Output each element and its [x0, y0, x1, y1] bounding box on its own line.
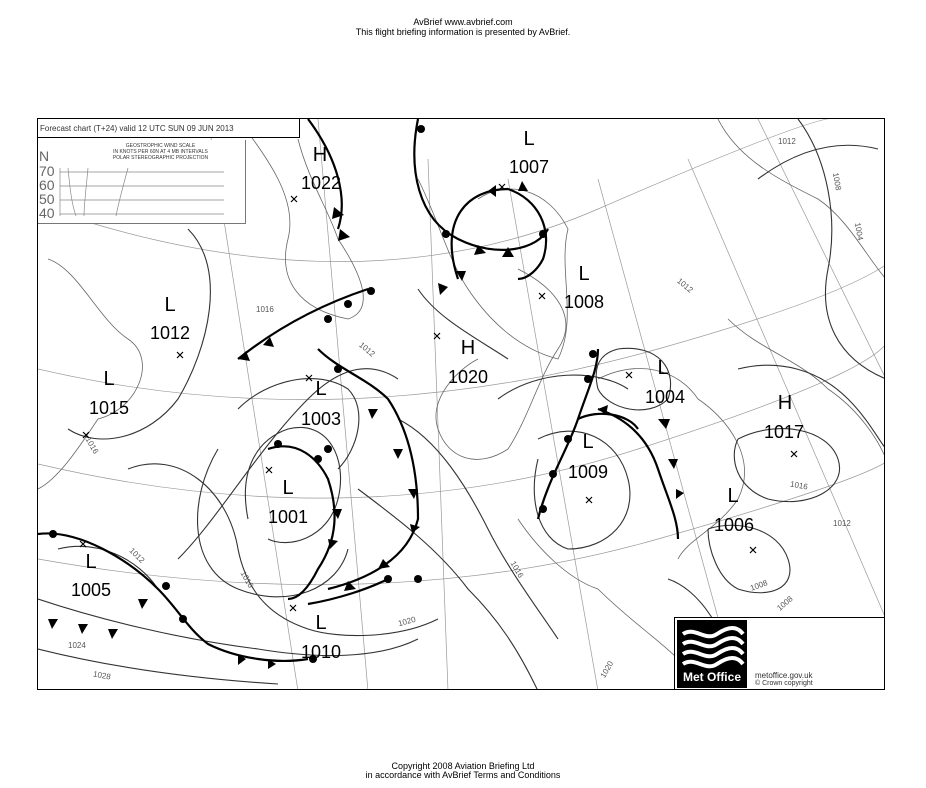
header-line-1: AvBrief www.avbrief.com: [413, 17, 513, 27]
pressure-type-10: L: [582, 431, 594, 453]
isobar-label: 1012: [127, 546, 147, 565]
pressure-value-11: 1001: [267, 507, 309, 527]
scale-lines: [38, 140, 245, 223]
chart-title: Forecast chart (T+24) valid 12 UTC SUN 09 JUN 2013: [38, 119, 300, 138]
header-line-2: This flight briefing information is presented by AvBrief.: [355, 27, 571, 37]
pressure-value-4: 1012: [149, 323, 191, 343]
pressure-value-5: 1015: [88, 398, 130, 418]
pressure-type-8: L: [657, 357, 669, 379]
weather-chart: [37, 118, 885, 690]
pressure-type-13: L: [85, 551, 97, 573]
isobar-label: 1012: [357, 340, 377, 359]
isobar-label: 1016: [256, 305, 274, 314]
pressure-value-6: 1003: [300, 409, 342, 429]
pressure-value-13: 1005: [70, 580, 112, 600]
scale-label-50: 50: [39, 191, 55, 207]
pressure-type-2: L: [523, 128, 535, 150]
isobar-label: 1016: [789, 479, 809, 492]
pressure-type-6: L: [315, 378, 327, 400]
pressure-value-14: 1010: [300, 642, 342, 662]
footer-line-2: in accordance with AvBrief Terms and Conditions: [365, 770, 561, 780]
pressure-type-9: H: [777, 392, 793, 414]
pressure-type-1: H: [312, 144, 328, 166]
scale-label-40: 40: [39, 205, 55, 221]
pressure-type-5: L: [103, 368, 115, 390]
isobar-label: 1024: [68, 641, 86, 650]
met-office-logo-panel: [674, 617, 885, 690]
pressure-value-3: 1008: [563, 292, 605, 312]
geostrophic-wind-scale: [38, 140, 246, 224]
isobar-label: 1008: [830, 171, 843, 192]
isobar-label: 1020: [397, 614, 417, 629]
scale-label-n: N: [39, 148, 50, 164]
pressure-type-14: L: [315, 612, 327, 634]
isobar-label: 1008: [748, 578, 769, 593]
isobar-label: 1016: [508, 559, 526, 580]
pressure-value-8: 1004: [644, 387, 686, 407]
wave-icon: [677, 624, 747, 674]
isobar-label: 1016: [83, 435, 101, 456]
pressure-value-1: 1022: [300, 173, 342, 193]
isobar-label: 1012: [778, 137, 796, 146]
scale-label-70: 70: [39, 163, 55, 179]
isobar-label: 1012: [675, 276, 695, 295]
pressure-type-7: H: [460, 337, 476, 359]
isobar-label: 1008: [775, 594, 795, 613]
pressure-type-3: L: [578, 263, 590, 285]
isobar-label: 1012: [833, 519, 851, 528]
met-office-logo-text: Met Office: [682, 670, 741, 684]
centre-markers: [80, 184, 797, 611]
isobar-label: 1004: [852, 221, 865, 242]
pressure-value-12: 1006: [713, 515, 755, 535]
scale-caption-3: POLAR STEREOGRAPHIC PROJECTION: [112, 155, 209, 161]
pressure-value-7: 1020: [447, 367, 489, 387]
isobar-label: 1016: [238, 569, 256, 590]
pressure-type-12: L: [727, 485, 739, 507]
scale-caption-2: IN KNOTS PER 60N AT 4 MB INTERVALS: [113, 149, 208, 155]
crown-copyright: © Crown copyright: [755, 680, 813, 687]
met-office-logo: [677, 620, 747, 688]
pressure-type-4: L: [164, 294, 176, 316]
pressure-value-2: 1007: [508, 157, 550, 177]
isobar-label: 1020: [598, 659, 616, 680]
pressure-value-10: 1009: [567, 462, 609, 482]
scale-label-60: 60: [39, 177, 55, 193]
pressure-value-9: 1017: [763, 422, 805, 442]
footer-line-1: Copyright 2008 Aviation Briefing Ltd: [391, 761, 535, 771]
met-office-url[interactable]: metoffice.gov.uk: [755, 671, 813, 680]
pressure-type-11: L: [282, 477, 294, 499]
scale-caption-1: GEOSTROPHIC WIND SCALE: [125, 143, 196, 149]
isobar-label: 1028: [92, 669, 112, 682]
